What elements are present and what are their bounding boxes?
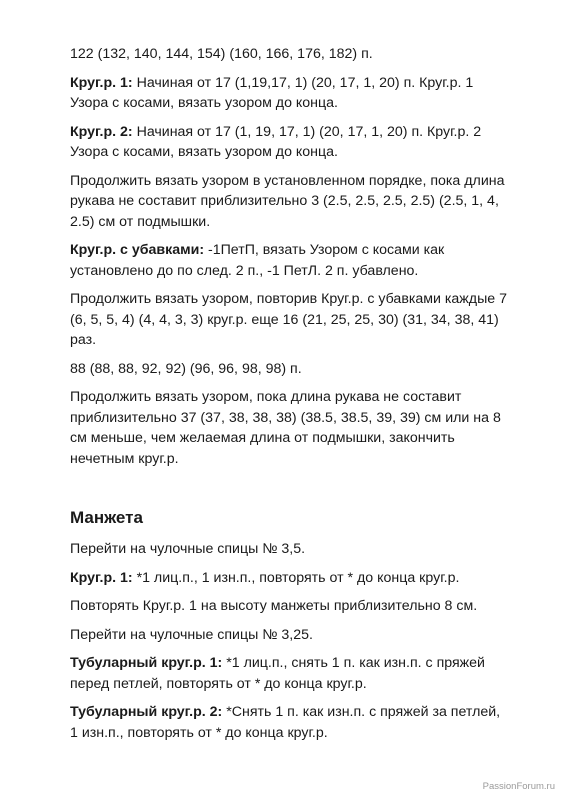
stitch-count: 122 (132, 140, 144, 154) (160, 166, 176, 182) п. xyxy=(70,46,373,62)
cuff-block xyxy=(70,539,510,743)
document-page xyxy=(70,44,510,751)
round-label: Тубуларный круг.р. 1: xyxy=(70,655,223,671)
cuff-needles-2: Перейти на чулочные спицы № 3,25. xyxy=(70,626,313,643)
continue-pattern: Продолжить вязать узором в установленном порядке, пока длина рукава не составит приблизительно 3 (2.5, 2.5, 2.5, 2.5) (2.5, 1, 4, 2.5) см от подмышки. xyxy=(70,172,505,230)
round-label: Круг.р. с убавками: xyxy=(70,242,205,258)
round-label: Круг.р. 1: xyxy=(70,74,133,91)
continue-to-length: Продолжить вязать узором, пока длина рукава не составит приблизительно 37 (37, 38, 38, 38) (38.5, 38.5, 39, 39) см или на 8 см меньше, чем желаемая длина от подмышки, закончить нечетным круг.р. xyxy=(70,389,501,467)
site-watermark: PassionForum.ru xyxy=(482,781,555,792)
round-label: Тубуларный круг.р. 2: xyxy=(70,704,223,720)
intro-block xyxy=(70,44,510,469)
round-2-instruction: Круг.р. 2: Начиная от 17 (1, 19, 17, 1) (20, 17, 1, 20) п. Круг.р. 2 Узора с косами, вязать узором до конца. xyxy=(70,123,482,160)
cuff-repeat: Повторять Круг.р. 1 на высоту манжеты приблизительно 8 см. xyxy=(70,598,478,614)
decrease-round: Круг.р. с убавками: -1ПетП, вязать Узором с косами как установлено до по след. 2 п., -1 ПетЛ. 2 п. убавлено. xyxy=(70,242,445,279)
repeat-decreases: Продолжить вязать узором, повторив Круг.р. с убавками каждые 7 (6, 5, 5, 4) (4, 4, 3, 3) круг.р. еще 16 (21, 25, 25, 30) (31, 34, 38, 41) раз. xyxy=(70,291,507,348)
cuff-needles-1: Перейти на чулочные спицы № 3,5. xyxy=(70,541,306,557)
tubular-round-2: Тубуларный круг.р. 2: *Снять 1 п. как изн.п. с пряжей за петлей, 1 изн.п., повторять от * до конца круг.р. xyxy=(70,704,501,741)
round-label: Круг.р. 2: xyxy=(70,123,133,140)
cuff-round-1: Круг.р. 1: *1 лиц.п., 1 изн.п., повторять от * до конца круг.р. xyxy=(70,569,460,586)
section-title: Манжета xyxy=(70,508,143,527)
tubular-round-1: Тубуларный круг.р. 1: *1 лиц.п., снять 1 п. как изн.п. с пряжей перед петлей, повторять от * до конца круг.р. xyxy=(70,655,485,692)
round-label: Круг.р. 1: xyxy=(70,569,133,586)
round-1-instruction: Круг.р. 1: Начиная от 17 (1,19,17, 1) (20, 17, 1, 20) п. Круг.р. 1 Узора с косами, вязать узором до конца. xyxy=(70,74,474,111)
stitch-count-after: 88 (88, 88, 92, 92) (96, 96, 98, 98) п. xyxy=(70,360,302,377)
